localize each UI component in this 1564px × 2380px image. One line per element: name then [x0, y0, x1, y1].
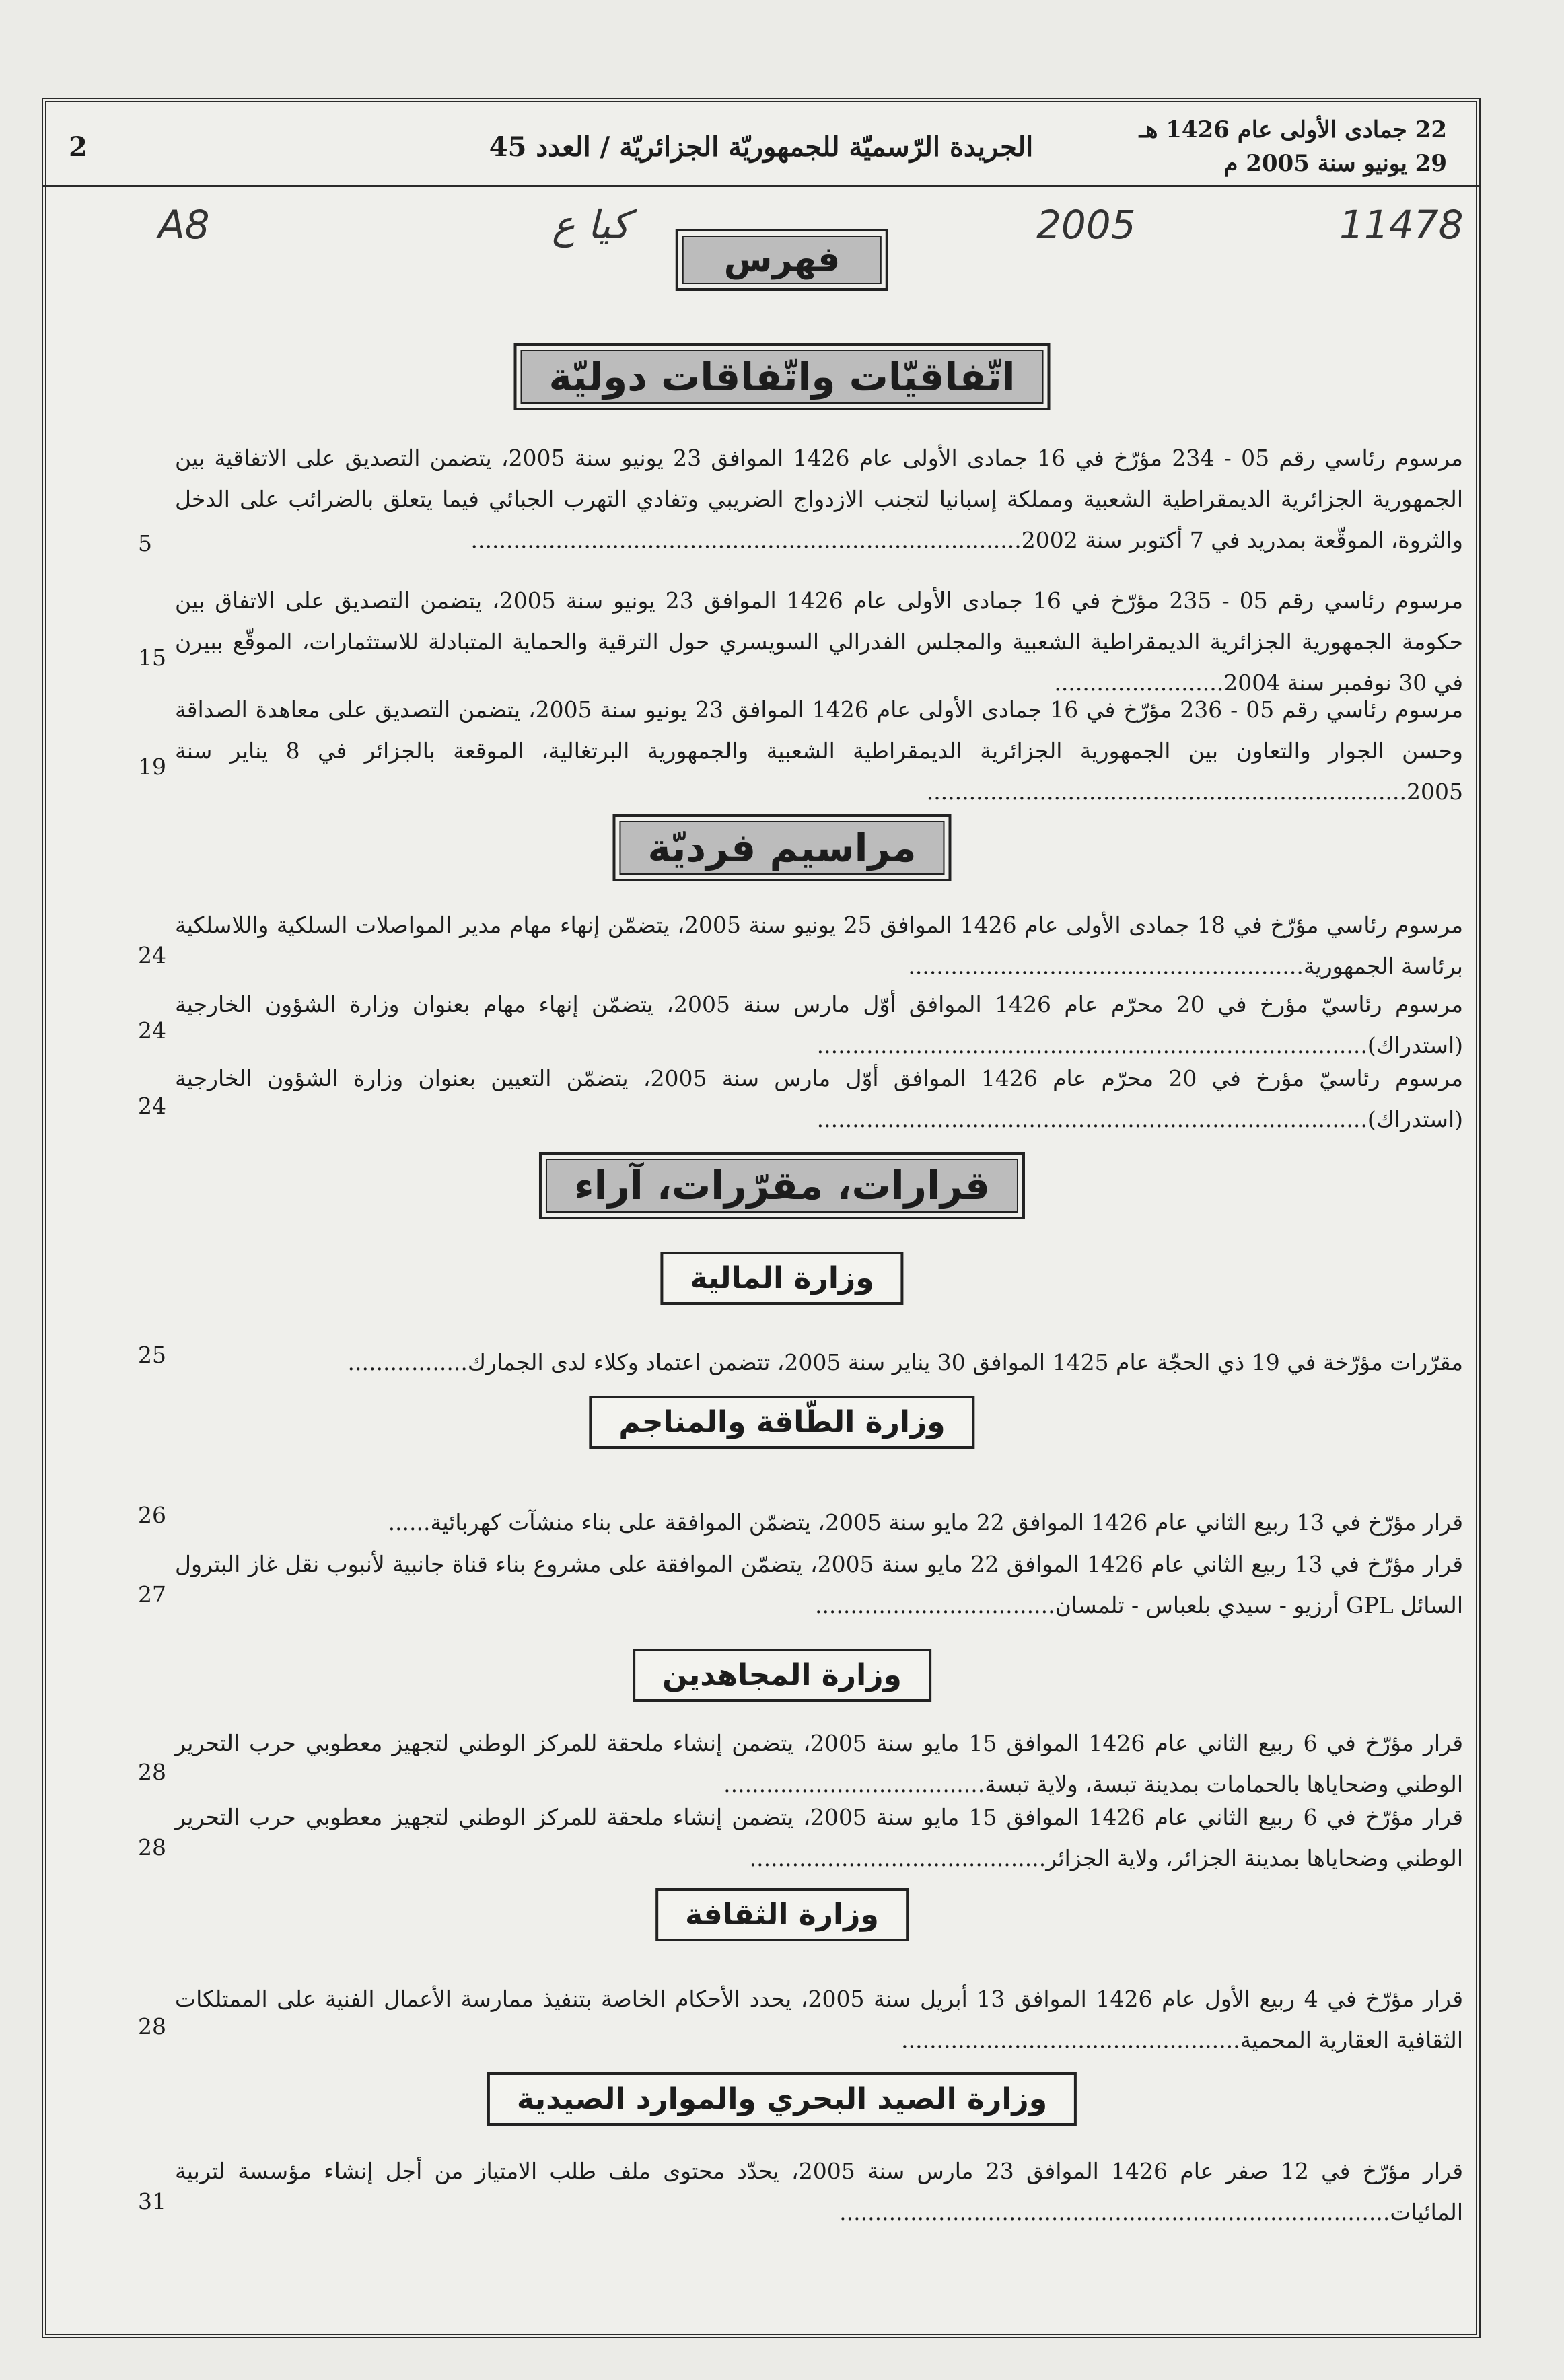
hijri-date: 22 جمادى الأولى عام 1426 هـ [1139, 116, 1447, 143]
toc-entry: مرسوم رئاسيّ مؤرخ في 20 محرّم عام 1426 الموافق أوّل مارس سنة 2005، يتضمّن إنهاء مهام بعنوان وزارة الشؤون الخارجية (استدراك).............................................................................. [175, 991, 1463, 1058]
toc-entry: مرسوم رئاسي رقم 05 - 235 مؤرّخ في 16 جمادى الأولى عام 1426 الموافق 23 يونيو سنة 2005، يتضمن التصديق على الاتفاق بين حكومة الجمهورية الجزائرية الديمقراطية الشعبية والمجلس الفدرالي السويسري حول الترقية والحماية المتبادلة للاستثمارات، الموقّع ببيرن في 30 نوفمبر سنة 2004........................ [175, 587, 1463, 696]
ministry-heading-energy-mines: وزارة الطّاقة والمناجم [589, 1396, 974, 1449]
ministry-heading-mujahideen: وزارة المجاهدين [633, 1649, 931, 1702]
journal-title: الجريدة الرّسميّة للجمهوريّة الجزائريّة / العدد 45 [489, 131, 1034, 163]
ministry-heading-culture: وزارة الثقافة [655, 1888, 909, 1941]
toc-page-number: 25 [138, 1342, 166, 1368]
toc-page-number: 26 [138, 1502, 166, 1528]
toc-page-number: 28 [138, 1834, 166, 1861]
toc-entry: مرسوم رئاسي رقم 05 - 234 مؤرّخ في 16 جمادى الأولى عام 1426 الموافق 23 يونيو سنة 2005، يتضمن التصديق على الاتفاقية بين الجمهورية الجزائرية الديمقراطية الشعبية ومملكة إسبانيا لتجنب الازدواج الضريبي وتفادي التهرب الجبائي فيما يتعلق بالضرائب على الدخل والثروة، الموقّعة بمدريد في 7 أكتوبر سنة 2002.............................................................................. [175, 445, 1463, 553]
toc-entry: قرار مؤرّخ في 4 ربيع الأول عام 1426 الموافق 13 أبريل سنة 2005، يحدد الأحكام الخاصة بتنفيذ ممارسة الأعمال الفنية على الممتلكات الثقافية العقارية المحمية................................................ [175, 1986, 1463, 2053]
toc-entry: مرسوم رئاسيّ مؤرخ في 20 محرّم عام 1426 الموافق أوّل مارس سنة 2005، يتضمّن التعيين بعنوان وزارة الشؤون الخارجية (استدراك).............................................................................. [175, 1065, 1463, 1132]
toc-page-number: 19 [138, 754, 166, 780]
handwritten-mark-center-left: كيا ع [552, 202, 630, 248]
toc-entry: قرار مؤرّخ في 6 ربيع الثاني عام 1426 الموافق 15 مايو سنة 2005، يتضمن إنشاء ملحقة للمركز الوطني لتجهيز معطوبي حرب التحرير الوطني وضحاياها بالحمامات بمدينة تبسة، ولاية تبسة..................................... [175, 1730, 1463, 1797]
section-heading-decisions [539, 1152, 1025, 1219]
section-heading-text: مراسيم فرديّة [619, 821, 944, 875]
index-title: فهرس [682, 236, 882, 284]
toc-page-number: 31 [138, 2188, 166, 2214]
ministry-heading-fisheries: وزارة الصيد البحري والموارد الصيدية [487, 2072, 1077, 2126]
toc-page-number: 24 [138, 942, 166, 968]
toc-entry: مرسوم رئاسي رقم 05 - 236 مؤرّخ في 16 جمادى الأولى عام 1426 الموافق 23 يونيو سنة 2005، يتضمن التصديق على معاهدة الصداقة وحسن الجوار والتعاون بين الجمهورية الجزائرية الديمقراطية الشعبية والجمهورية البرتغالية، الموقعة بالجزائر في 8 يناير سنة 2005.................................................................... [175, 696, 1464, 805]
section-heading-individual-decrees [612, 814, 951, 881]
toc-entry: قرار مؤرّخ في 13 ربيع الثاني عام 1426 الموافق 22 مايو سنة 2005، يتضمّن الموافقة على مشروع بناء قناة جانبية لأنبوب نقل غاز البترول السائل GPL أرزيو - سيدي بلعباس - تلمسان.................................. [175, 1551, 1463, 1618]
page-number: 2 [69, 131, 87, 163]
toc-entry: قرار مؤرّخ في 13 ربيع الثاني عام 1426 الموافق 22 مايو سنة 2005، يتضمّن الموافقة على بناء منشآت كهربائية...... [388, 1509, 1463, 1536]
toc-entry: مقرّرات مؤرّخة في 19 ذي الحجّة عام 1425 الموافق 30 يناير سنة 2005، تتضمن اعتماد وكلاء لدى الجمارك................. [347, 1349, 1463, 1375]
toc-entry: مرسوم رئاسي مؤرّخ في 18 جمادى الأولى عام 1426 الموافق 25 يونيو سنة 2005، يتضمّن إنهاء مهام مدير المواصلات السلكية واللاسلكية برئاسة الجمهورية........................................................ [175, 912, 1464, 979]
toc-page-number: 24 [138, 1017, 166, 1044]
toc-page-number: 15 [138, 645, 166, 671]
section-heading-text: اتّفاقيّات واتّفاقات دوليّة [521, 350, 1044, 404]
issue-date [1139, 113, 1448, 180]
ministry-heading-finance: وزارة المالية [660, 1252, 903, 1305]
gregorian-date: 29 يونيو سنة 2005 م [1223, 150, 1447, 177]
section-heading-text: قرارات، مقرّرات، آراء [546, 1159, 1018, 1213]
page-header [42, 101, 1481, 187]
toc-page-number: 28 [138, 2013, 166, 2040]
handwritten-mark-right: 11478 [1339, 202, 1464, 248]
index-title-box [676, 229, 888, 291]
toc-entry: قرار مؤرّخ في 6 ربيع الثاني عام 1426 الموافق 15 مايو سنة 2005، يتضمن إنشاء ملحقة للمركز الوطني لتجهيز معطوبي حرب التحرير الوطني وضحاياها بمدينة الجزائر، ولاية الجزائر.......................................... [175, 1804, 1463, 1871]
toc-entry: قرار مؤرّخ في 12 صفر عام 1426 الموافق 23 مارس سنة 2005، يحدّد محتوى ملف طلب الامتياز من أجل إنشاء مؤسسة لتربية المائيات.............................................................................. [175, 2158, 1463, 2225]
toc-page-number: 27 [138, 1581, 166, 1608]
section-heading-international-agreements [514, 343, 1051, 410]
handwritten-mark-left: A8 [158, 202, 210, 248]
toc-page-number: 28 [138, 1759, 166, 1785]
toc-page-number: 24 [138, 1093, 166, 1119]
handwritten-mark-center: 2005 [1036, 202, 1136, 248]
toc-page-number: 5 [138, 530, 152, 556]
